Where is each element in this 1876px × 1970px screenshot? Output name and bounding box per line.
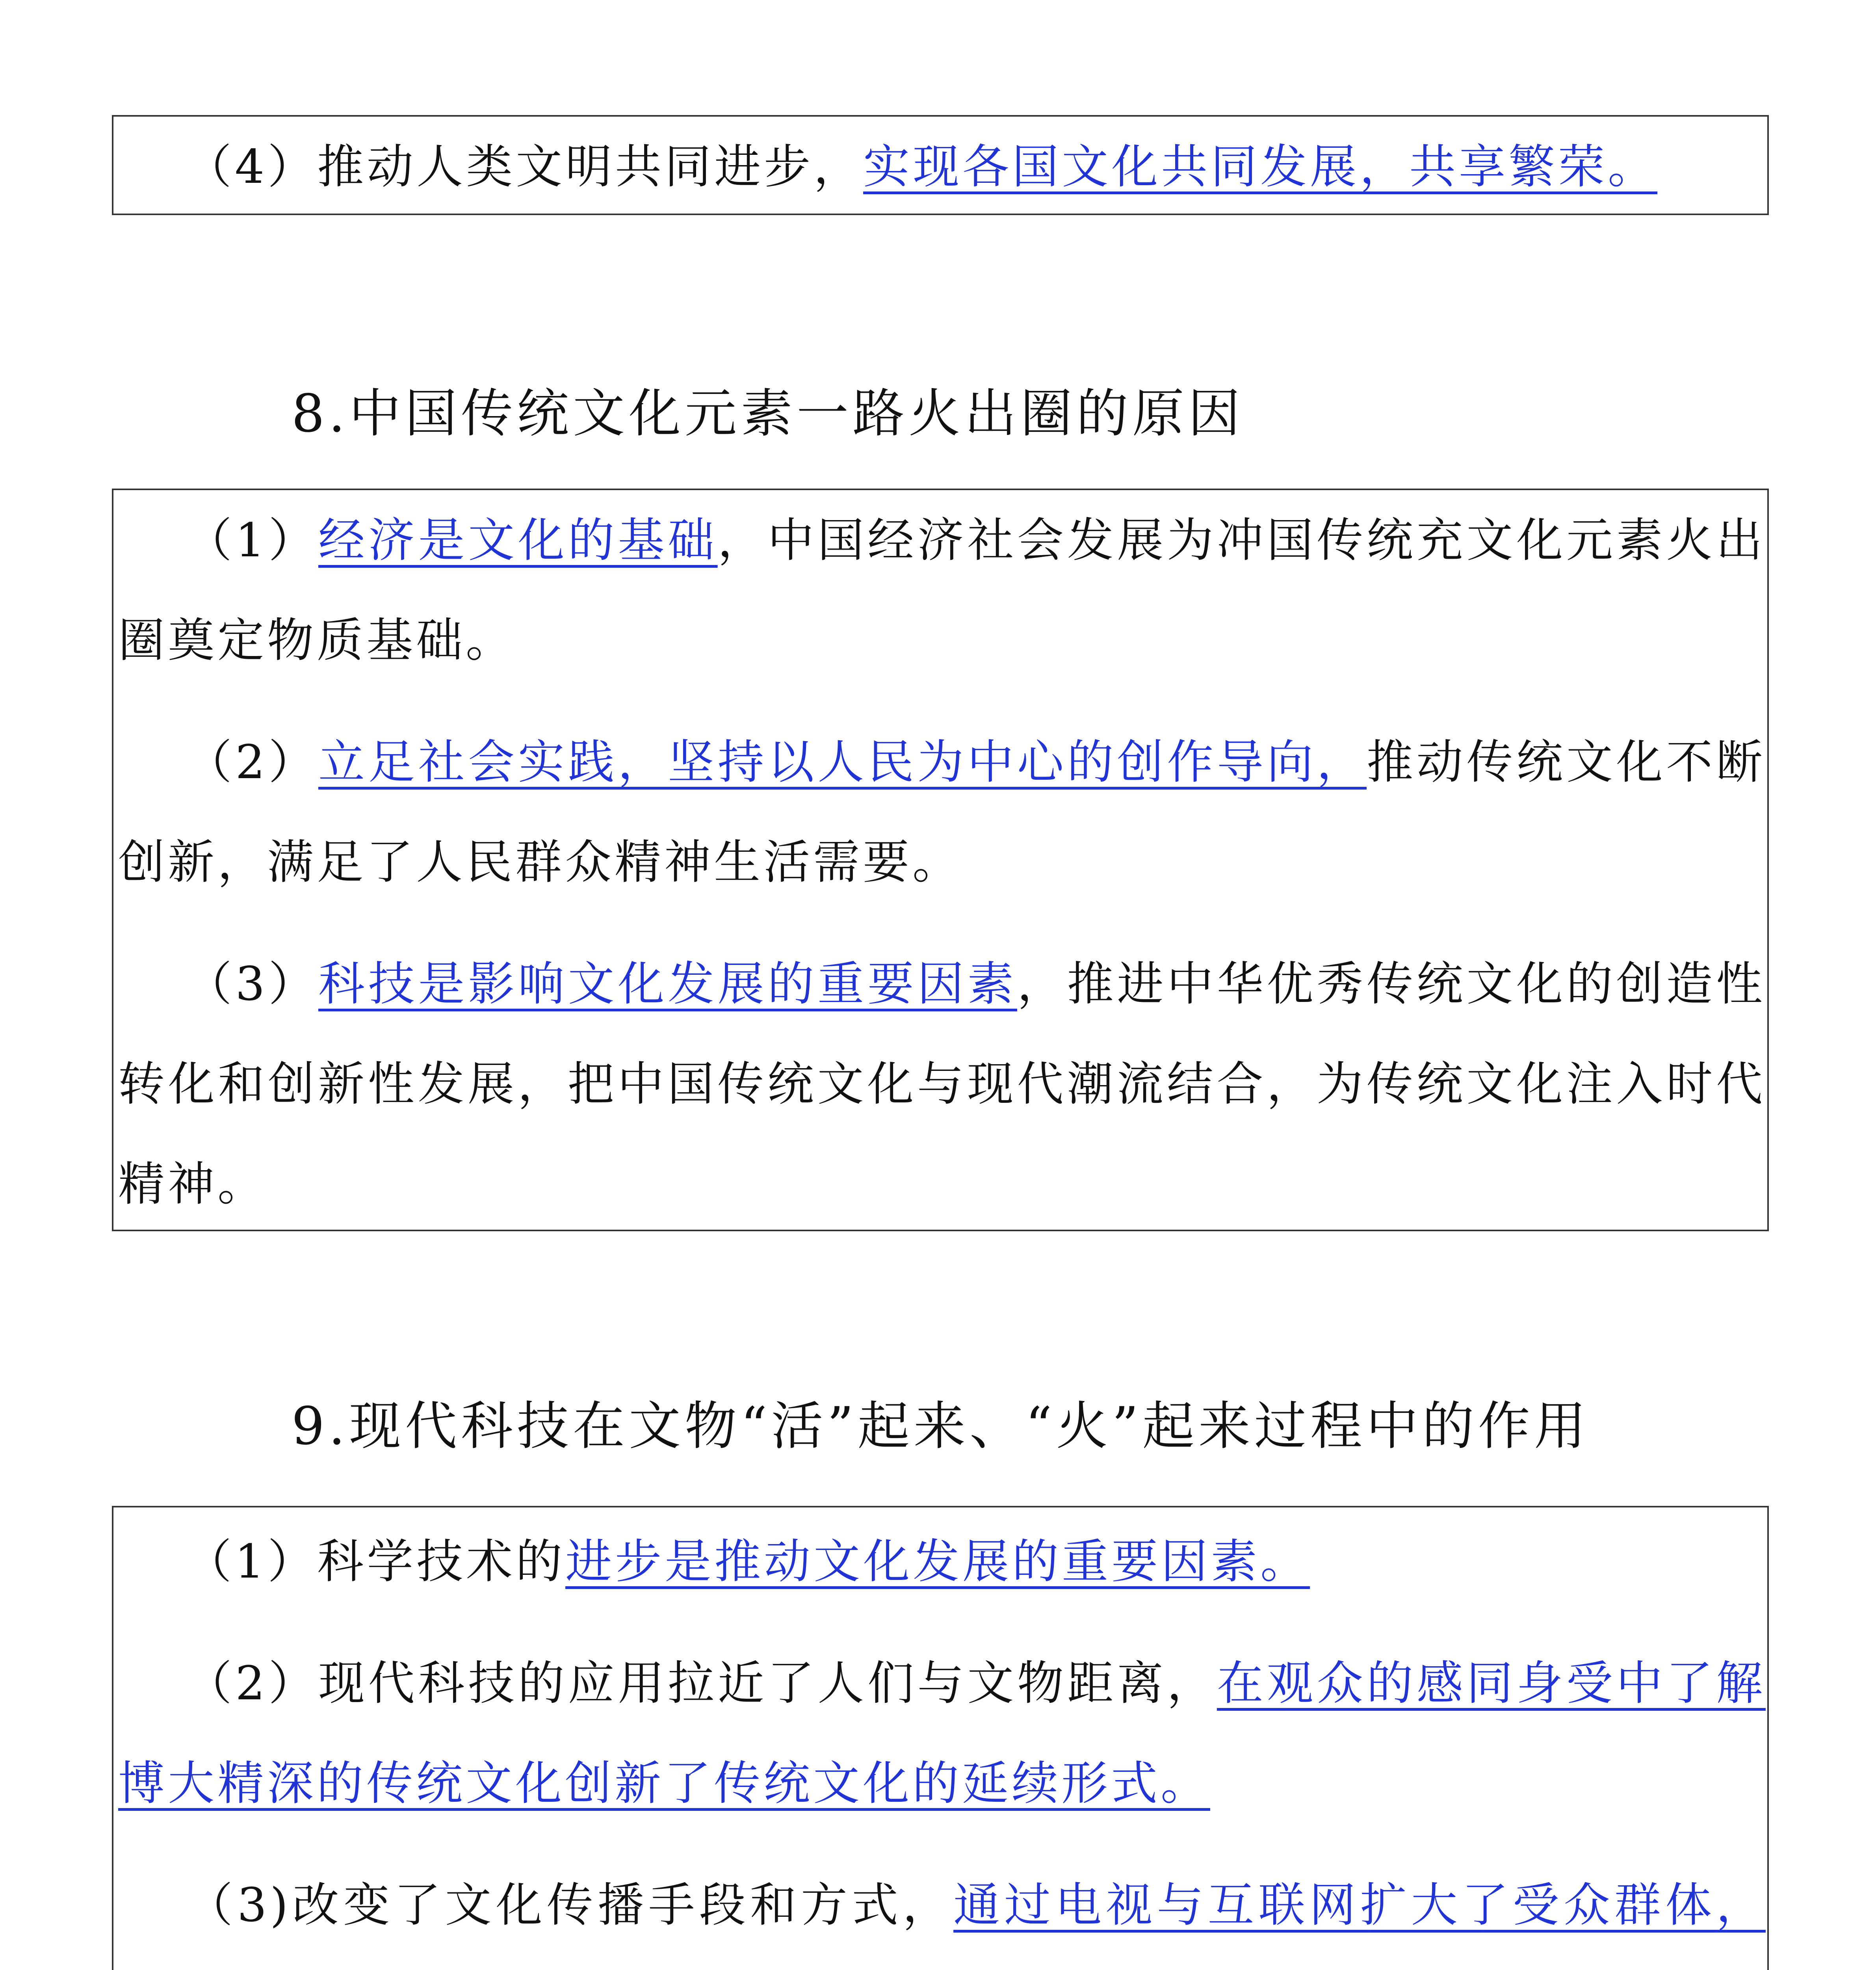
section-8-item-2-label: （2） (185, 735, 318, 789)
section-8-item-2 (113, 712, 1767, 912)
section-9-item-3-label: （3)改变了文化传播手段和方式， (185, 1878, 954, 1932)
section-8-item-3 (113, 934, 1767, 1234)
section-9-item-1-highlight: 进步是推动文化发展的重要因素。 (565, 1534, 1310, 1589)
section-8-item-2-highlight: 立足社会实践，坚持以人民为中心的创作导向， (318, 735, 1367, 789)
top-item-4-highlight: 实现各国文化共同发展，共享繁荣。 (863, 139, 1658, 194)
section-8-item-1 (113, 490, 1767, 690)
section-8-item-3-highlight: 科技是影响文化发展的重要因素 (318, 957, 1017, 1011)
top-item-4-label: （4）推动人类文明共同进步， (185, 139, 864, 194)
section-9-item-1 (113, 1511, 1767, 1611)
section-8-title: 8.中国传统文化元素一路火出圈的原因 (292, 383, 1244, 444)
section-9-item-2-label: （2）现代科技的应用拉近了人们与文物距离， (185, 1656, 1217, 1710)
section-9-item-2 (113, 1633, 1767, 1833)
section-9-item-3 (113, 1855, 1767, 1970)
section-8-item-3-text: ，推进中华优秀传统文化的创造性转化和创新性发展，把中国传统文化与现代潮流结合，为传统文化注入时代精神。 (118, 957, 1766, 1211)
section-8-item-3-label: （3） (185, 957, 318, 1011)
section-8-item-1-label: （1） (185, 513, 318, 567)
top-item-4 (113, 117, 1767, 217)
section-9-item-2-highlight: 在观众的感同身受中了解博大精深的传统文化创新了传统文化的延续形式。 (118, 1656, 1766, 1810)
section-8-item-1-text: ，中国经济社会发展为冲国传统充文化元素火出圈奠定物质基础。 (118, 513, 1766, 667)
section-8-item-1-highlight: 经济是文化的基础 (318, 513, 718, 567)
section-9-title: 9.现代科技在文物“活”起来、“火”起来过程中的作用 (292, 1396, 1590, 1457)
section-8-box (112, 489, 1769, 1231)
section-9-item-3-highlight: 通过电视与互联网扩大了受众群体， (953, 1878, 1766, 1932)
section-9-item-1-label: （1）科学技术的 (185, 1534, 566, 1589)
top-answer-box (112, 115, 1769, 215)
section-9-box (112, 1506, 1769, 1970)
section-8-item-2-text: 推动传统文化不断创新，满足了人民群众精神生活需要。 (118, 735, 1766, 889)
